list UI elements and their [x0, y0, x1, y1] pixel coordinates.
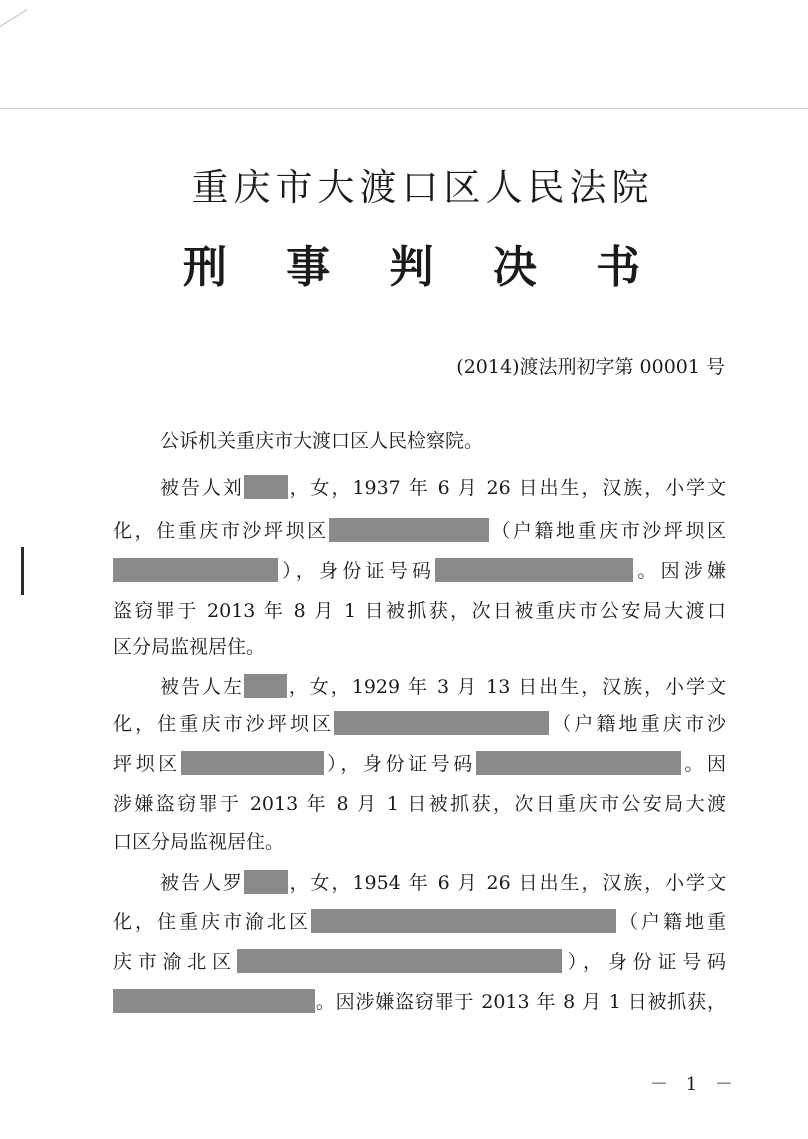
defendant1-household-label: （户籍地重庆市沙坪坝区 [488, 520, 726, 542]
defendant2-cause: 。因 [680, 753, 726, 775]
redacted-id-number [113, 989, 315, 1013]
redacted-household-address [237, 949, 562, 973]
defendant1-line-1 [160, 474, 726, 502]
court-name-heading: 重庆市大渡口区人民法院 [191, 166, 654, 209]
defendant1-birth-info: ，女，1937 年 6 月 26 日出生，汉族，小学文 [287, 477, 726, 499]
defendant3-household-label: （户籍地重 [615, 911, 726, 933]
defendant2-line-2 [113, 710, 726, 738]
defendant2-household-label: （户籍地重庆市沙 [549, 713, 726, 735]
defendant1-supervision-text: 区分局监视居住。 [113, 636, 266, 658]
defendant3-household-district: 庆市渝北区 [113, 951, 237, 973]
defendant3-line-2 [113, 908, 726, 936]
defendant1-line-5 [113, 633, 726, 661]
defendant3-line-4 [113, 988, 726, 1016]
defendant1-intro: 被告人刘 [160, 477, 244, 499]
defendant3-line-3 [113, 948, 726, 976]
case-number: (2014)渡法刑初字第 00001 号 [456, 356, 725, 378]
defendant2-residence-label: 化，住重庆市沙坪坝区 [113, 713, 335, 735]
defendant2-id-label: ），身份证号码 [323, 753, 476, 775]
redacted-name [244, 475, 288, 499]
defendant2-household-district: 坪坝区 [113, 753, 181, 775]
defendant3-arrest-text: 。因涉嫌盗窃罪于 2013 年 8 月 1 日被抓获， [315, 991, 726, 1013]
document-type-title: 刑 事 判 决 书 [182, 242, 663, 293]
defendant2-birth-info: ，女，1929 年 3 月 13 日出生，汉族，小学文 [286, 676, 726, 698]
redacted-id-number [476, 751, 681, 775]
defendant2-supervision-text: 口区分局监视居住。 [113, 831, 285, 853]
page-number: － 1 － [650, 1074, 739, 1095]
prosecutor-line [160, 427, 726, 455]
defendant2-intro: 被告人左 [160, 676, 244, 698]
defendant1-id-label: ），身份证号码 [278, 560, 436, 582]
defendant1-line-2 [113, 517, 726, 545]
margin-bracket-mark [21, 547, 24, 595]
redacted-name [244, 870, 288, 894]
defendant2-line-1 [160, 673, 726, 701]
defendant2-line-4 [113, 790, 726, 818]
redacted-household-address [181, 751, 324, 775]
defendant2-arrest-text: 涉嫌盗窃罪于 2013 年 8 月 1 日被抓获，次日重庆市公安局大渡 [113, 793, 726, 815]
defendant1-residence-label: 化，住重庆市沙坪坝区 [113, 520, 329, 542]
redacted-household-address [113, 558, 278, 582]
scan-corner-mark [0, 9, 27, 27]
prosecutor-text: 公诉机关重庆市大渡口区人民检察院。 [160, 430, 484, 452]
defendant3-intro: 被告人罗 [160, 872, 244, 894]
redacted-address [311, 909, 616, 933]
defendant1-arrest-text: 盗窃罪于 2013 年 8 月 1 日被抓获，次日被重庆市公安局大渡口 [113, 600, 726, 622]
defendant3-birth-info: ，女，1954 年 6 月 26 日出生，汉族，小学文 [287, 872, 726, 894]
defendant3-line-1 [160, 869, 726, 897]
redacted-name [244, 674, 287, 698]
defendant2-line-3 [113, 750, 726, 778]
defendant1-suspicion: 。因涉嫌 [633, 560, 726, 582]
defendant1-line-4 [113, 597, 726, 625]
defendant2-line-5 [113, 828, 726, 856]
scan-edge-line [0, 108, 808, 109]
redacted-address [329, 518, 489, 542]
defendant3-residence-label: 化，住重庆市渝北区 [113, 911, 311, 933]
redacted-address [334, 711, 549, 735]
defendant3-id-label: ），身份证号码 [561, 951, 726, 973]
redacted-id-number [435, 558, 633, 582]
defendant1-line-3 [113, 557, 726, 585]
